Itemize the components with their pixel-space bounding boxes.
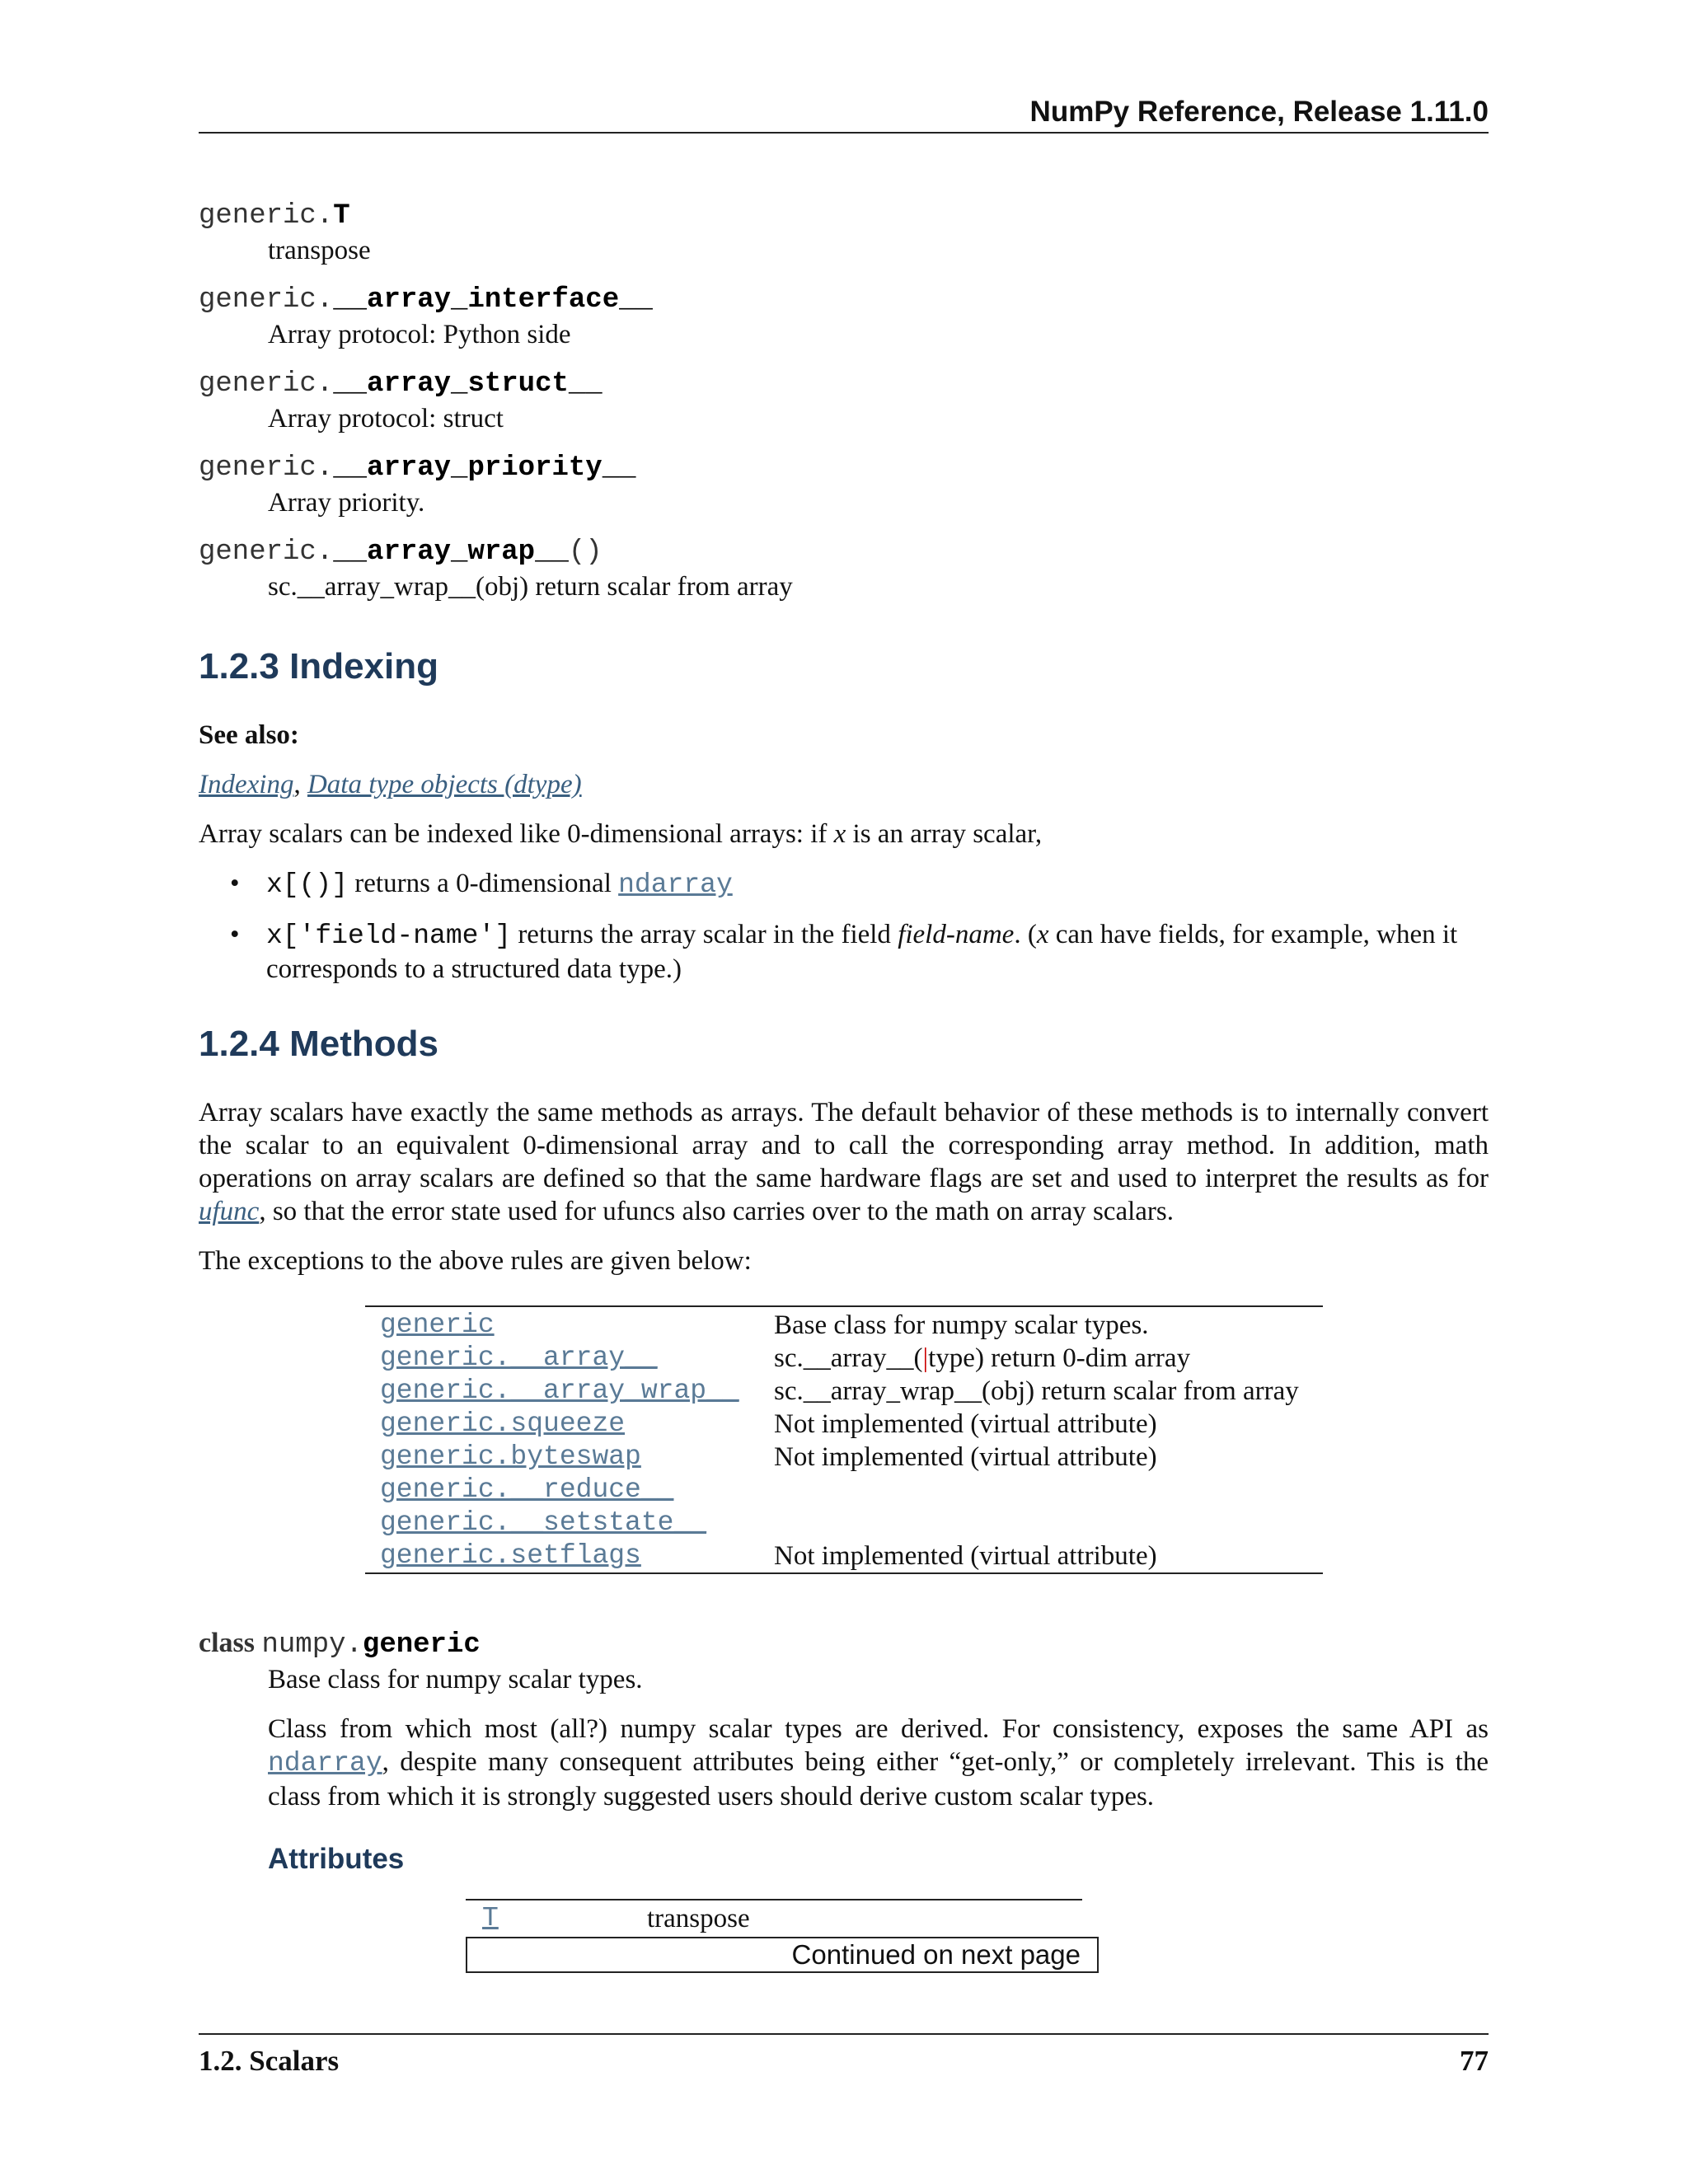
class-body: Class from which most (all?) numpy scalar types are derived. For consistency, exposes the same API as ndarray, despite many consequent attributes being either “get-only,” or completely irrelevant. This is the class from which it is strongly suggested users should derive custom scalar types. (268, 1714, 1489, 1811)
table-row: generic.setflags Not implemented (virtual attribute) (380, 1540, 1157, 1571)
attribute-signature: generic.__array_struct__ (199, 368, 603, 400)
running-title: NumPy Reference, Release 1.11.0 (1029, 96, 1489, 128)
class-summary: Base class for numpy scalar types. (268, 1665, 643, 1694)
link-attr-T[interactable]: T (482, 1903, 499, 1933)
indexing-intro: Array scalars can be indexed like 0-dimensional arrays: if x is an array scalar, (199, 819, 1043, 849)
link-ufunc[interactable]: ufunc (199, 1197, 260, 1226)
attribute-entry (199, 534, 1489, 603)
attribute-description: sc.__array_wrap__(obj) return scalar from array (268, 572, 793, 602)
page-number: 77 (1460, 2045, 1489, 2077)
footer-section: 1.2. Scalars (199, 2045, 340, 2077)
table-row: T transpose (482, 1903, 750, 1933)
table-row (365, 1507, 1323, 1540)
page-header (199, 92, 1489, 134)
attribute-entry (199, 198, 1489, 267)
table-row: generic Base class for numpy scalar types. (380, 1310, 1149, 1340)
continued-note: Continued on next page (466, 1937, 1099, 1973)
class-signature: class numpy.generic (199, 1628, 481, 1661)
attribute-list (199, 198, 1489, 603)
table-row (365, 1474, 1323, 1507)
attributes-table (466, 1899, 1082, 1937)
attribute-signature: generic.__array_priority__ (199, 452, 636, 484)
section-heading-indexing: 1.2.3 Indexing (199, 646, 438, 687)
link-generic-setstate[interactable]: generic.__setstate__ (380, 1507, 707, 1538)
table-row: generic.squeeze Not implemented (virtual attribute) (380, 1408, 1157, 1439)
indexing-bullets (230, 867, 1489, 986)
page-content (199, 198, 1489, 1973)
attributes-heading: Attributes (268, 1843, 405, 1875)
table-row: generic.__array_wrap__ sc.__array_wrap__(obj) return scalar from array (380, 1376, 1299, 1406)
attribute-signature: generic.__array_wrap__() (199, 537, 603, 568)
link-generic-byteswap[interactable]: generic.byteswap (380, 1441, 641, 1472)
attribute-description: Array priority. (268, 488, 425, 518)
table-row: generic.__array__ sc.__array__(|type) return 0-dim array (380, 1343, 1191, 1373)
attribute-entry (199, 366, 1489, 435)
page-footer (199, 2033, 1489, 2077)
link-indexing[interactable]: Indexing (199, 770, 294, 799)
list-item: • x[()] returns a 0-dimensional ndarray (230, 867, 1489, 902)
attribute-signature: generic.T (199, 200, 350, 232)
list-item: • x['field-name'] returns the array scalar in the field field-name. (x can have fields, for example, when it corresponds to a structured data type.) (230, 918, 1489, 986)
attribute-entry (199, 450, 1489, 519)
attribute-description: Array protocol: struct (268, 404, 504, 434)
exceptions-table (365, 1305, 1323, 1574)
attribute-entry (199, 282, 1489, 351)
see-also-label: See also: (199, 720, 299, 750)
link-ndarray[interactable]: ndarray (618, 869, 733, 900)
link-generic-array[interactable]: generic.__array__ (380, 1343, 658, 1373)
attribute-description: transpose (268, 236, 371, 265)
link-generic-reduce[interactable]: generic.__reduce__ (380, 1474, 674, 1505)
exceptions-intro: The exceptions to the above rules are given below: (199, 1246, 752, 1276)
see-also-links: Indexing, Data type objects (dtype) (199, 770, 582, 799)
link-generic[interactable]: generic (380, 1310, 495, 1340)
attribute-signature: generic.__array_interface__ (199, 284, 653, 316)
link-data-type-objects[interactable]: Data type objects (dtype) (307, 770, 582, 799)
link-generic-setflags[interactable]: generic.setflags (380, 1540, 641, 1571)
attribute-description: Array protocol: Python side (268, 320, 571, 349)
table-row: generic.byteswap Not implemented (virtual attribute) (380, 1441, 1157, 1472)
link-generic-array-wrap[interactable]: generic.__array_wrap__ (380, 1376, 739, 1406)
section-heading-methods: 1.2.4 Methods (199, 1024, 438, 1064)
link-generic-squeeze[interactable]: generic.squeeze (380, 1408, 626, 1439)
methods-paragraph: Array scalars have exactly the same methods as arrays. The default behavior of these methods is to internally convert the scalar to an equivalent 0-dimensional array and to call the corresponding array method. In addition, math operations on array scalars are defined so that the same hardware flags are set and used to interpret the results as for ufunc, so that the error state used for ufuncs also carries over to the math on array scalars. (199, 1098, 1489, 1226)
link-ndarray-2[interactable]: ndarray (268, 1748, 382, 1779)
